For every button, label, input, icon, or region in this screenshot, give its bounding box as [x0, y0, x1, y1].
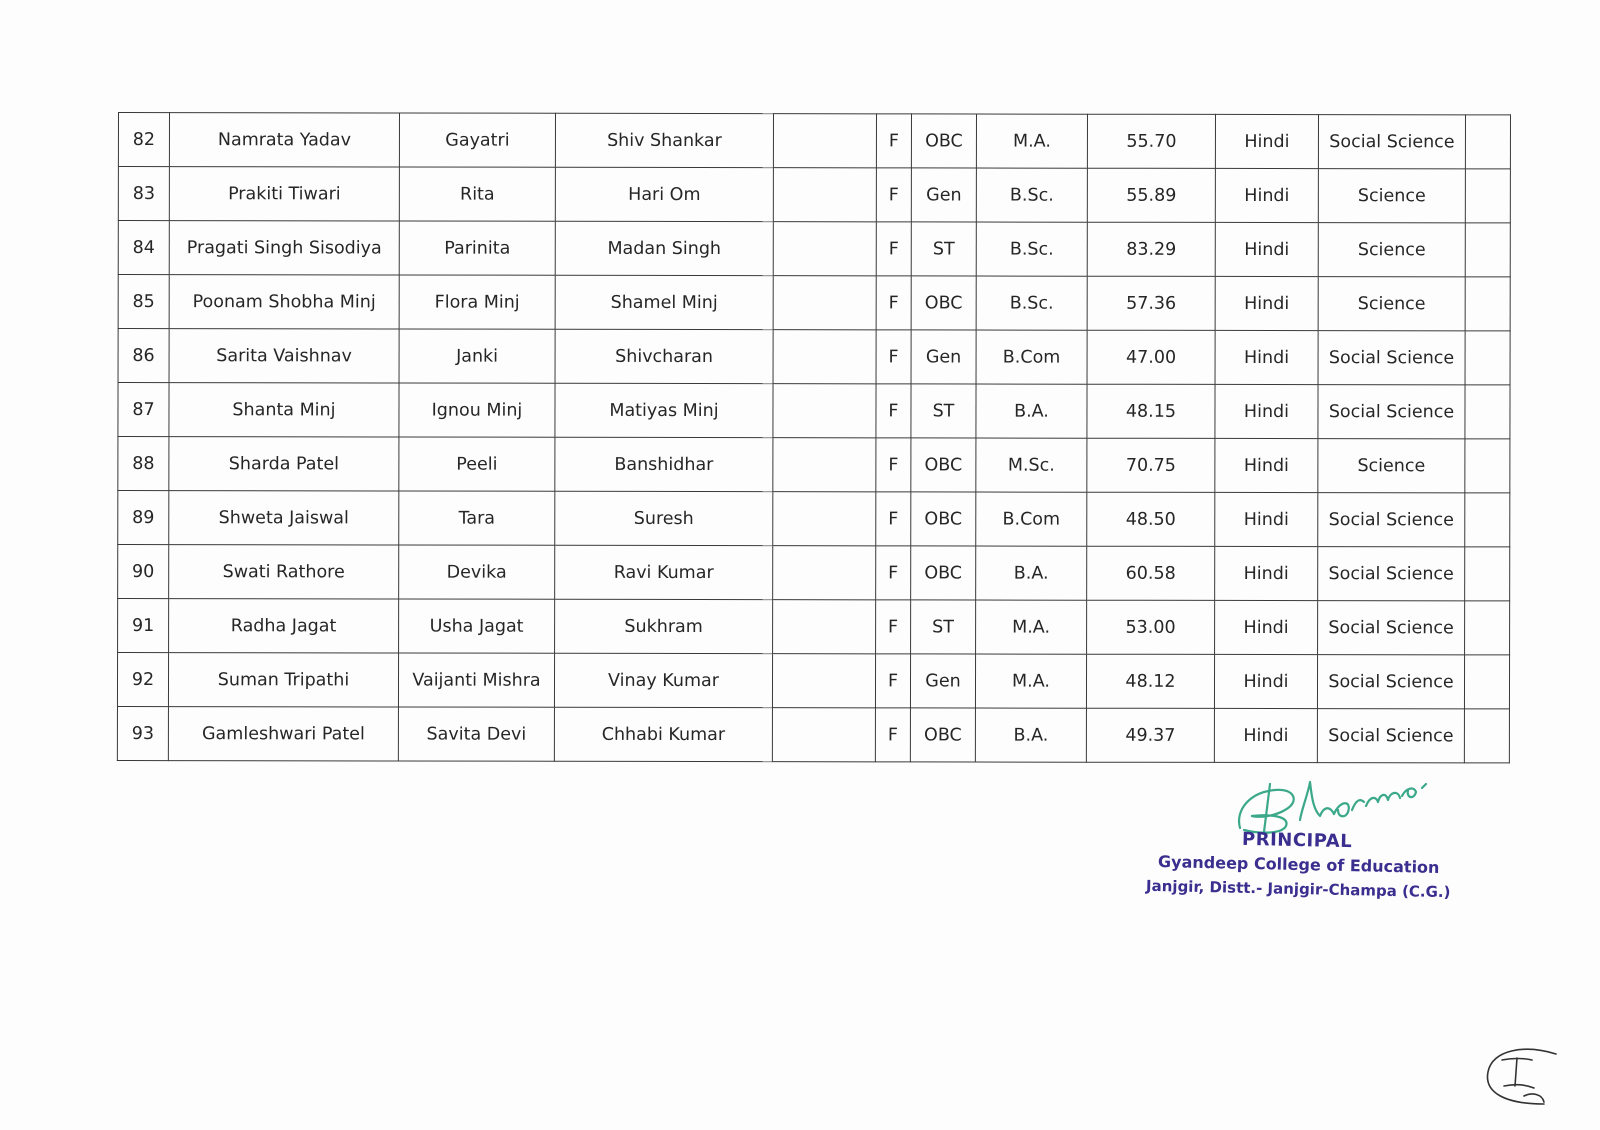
- cell-father-name: Shivcharan: [555, 329, 773, 383]
- table-row: [118, 491, 1510, 547]
- cell-gender: F: [876, 222, 911, 276]
- cell-student-name: Namrata Yadav: [169, 113, 399, 167]
- cell-student-name: Shanta Minj: [169, 383, 399, 437]
- cell-blank: [773, 492, 876, 546]
- cell-student-name: Radha Jagat: [169, 599, 399, 653]
- cell-percentage: 55.70: [1087, 114, 1215, 168]
- cell-extra: [1465, 547, 1510, 601]
- cell-mother-name: Flora Minj: [399, 275, 555, 329]
- cell-percentage: 55.89: [1087, 168, 1215, 222]
- cell-qualification: B.A.: [976, 384, 1087, 438]
- cell-subject: Social Science: [1318, 385, 1465, 439]
- cell-extra: [1465, 601, 1510, 655]
- stamp-title: PRINCIPAL: [1241, 828, 1353, 853]
- cell-gender: F: [876, 492, 911, 546]
- cell-extra: [1465, 115, 1510, 169]
- cell-student-name: Sarita Vaishnav: [169, 329, 399, 383]
- cell-father-name: Shamel Minj: [555, 275, 773, 329]
- cell-medium: Hindi: [1215, 600, 1318, 654]
- cell-percentage: 49.37: [1086, 708, 1214, 762]
- cell-category: ST: [911, 600, 976, 654]
- cell-extra: [1465, 331, 1510, 385]
- cell-gender: F: [876, 384, 911, 438]
- cell-percentage: 48.15: [1087, 384, 1215, 438]
- cell-mother-name: Peeli: [399, 437, 555, 491]
- cell-father-name: Matiyas Minj: [555, 383, 773, 437]
- cell-blank: [773, 168, 876, 222]
- cell-extra: [1465, 277, 1510, 331]
- cell-gender: F: [875, 708, 910, 762]
- cell-medium: Hindi: [1215, 114, 1318, 168]
- cell-medium: Hindi: [1214, 708, 1317, 762]
- cell-father-name: Sukhram: [555, 599, 773, 653]
- cell-extra: [1464, 655, 1509, 709]
- table-row: [118, 599, 1510, 655]
- cell-serial-number: 93: [117, 706, 168, 760]
- cell-qualification: B.Com: [976, 492, 1087, 546]
- cell-mother-name: Ignou Minj: [399, 383, 555, 437]
- cell-student-name: Prakiti Tiwari: [169, 167, 399, 221]
- cell-qualification: B.A.: [976, 546, 1087, 600]
- cell-blank: [773, 330, 876, 384]
- cell-subject: Science: [1318, 169, 1465, 223]
- cell-category: OBC: [911, 546, 976, 600]
- cell-category: OBC: [911, 492, 976, 546]
- cell-category: Gen: [911, 330, 976, 384]
- cell-medium: Hindi: [1215, 222, 1318, 276]
- cell-mother-name: Gayatri: [399, 113, 555, 167]
- cell-subject: Social Science: [1318, 331, 1465, 385]
- cell-student-name: Poonam Shobha Minj: [169, 275, 399, 329]
- table-row: [117, 653, 1509, 709]
- cell-student-name: Sharda Patel: [169, 437, 399, 491]
- table-row: [118, 167, 1510, 223]
- cell-blank: [773, 438, 876, 492]
- cell-medium: Hindi: [1215, 384, 1318, 438]
- cell-blank: [773, 276, 876, 330]
- cell-category: Gen: [910, 654, 975, 708]
- cell-gender: F: [876, 546, 911, 600]
- cell-subject: Social Science: [1318, 493, 1465, 547]
- cell-percentage: 48.50: [1087, 492, 1215, 546]
- cell-blank: [773, 114, 876, 168]
- cell-mother-name: Tara: [399, 491, 555, 545]
- cell-category: OBC: [911, 276, 976, 330]
- cell-qualification: B.Com: [976, 330, 1087, 384]
- cell-serial-number: 85: [118, 275, 169, 329]
- cell-father-name: Madan Singh: [555, 221, 773, 275]
- cell-subject: Science: [1318, 439, 1465, 493]
- cell-percentage: 70.75: [1087, 438, 1215, 492]
- cell-serial-number: 88: [118, 437, 169, 491]
- cell-extra: [1464, 709, 1509, 763]
- cell-extra: [1465, 223, 1510, 277]
- cell-extra: [1465, 493, 1510, 547]
- table-row: [118, 545, 1510, 601]
- cell-mother-name: Vaijanti Mishra: [398, 653, 554, 707]
- table-body: [117, 113, 1510, 763]
- cell-qualification: M.A.: [976, 114, 1087, 168]
- cell-medium: Hindi: [1215, 168, 1318, 222]
- cell-serial-number: 84: [118, 221, 169, 275]
- cell-student-name: Gamleshwari Patel: [168, 707, 398, 761]
- table-row: [118, 275, 1510, 331]
- cell-mother-name: Savita Devi: [398, 707, 554, 761]
- cell-gender: F: [876, 114, 911, 168]
- cell-serial-number: 86: [118, 329, 169, 383]
- cell-father-name: Ravi Kumar: [555, 545, 773, 599]
- cell-gender: F: [876, 168, 911, 222]
- stamp-college: Gyandeep College of Education: [1157, 852, 1440, 877]
- table-row: [118, 437, 1510, 493]
- cell-subject: Social Science: [1318, 115, 1465, 169]
- cell-subject: Social Science: [1317, 709, 1464, 763]
- cell-subject: Social Science: [1317, 655, 1464, 709]
- cell-serial-number: 90: [118, 545, 169, 599]
- cell-blank: [772, 654, 875, 708]
- cell-extra: [1465, 439, 1510, 493]
- cell-category: ST: [911, 222, 976, 276]
- table-row: [118, 221, 1510, 277]
- cell-percentage: 83.29: [1087, 222, 1215, 276]
- cell-father-name: Vinay Kumar: [554, 653, 772, 707]
- cell-student-name: Swati Rathore: [169, 545, 399, 599]
- cell-gender: F: [876, 600, 911, 654]
- cell-father-name: Suresh: [555, 491, 773, 545]
- cell-subject: Social Science: [1318, 547, 1465, 601]
- cell-category: Gen: [911, 168, 976, 222]
- cell-father-name: Chhabi Kumar: [554, 707, 772, 761]
- cell-medium: Hindi: [1214, 654, 1317, 708]
- cell-serial-number: 82: [118, 113, 169, 167]
- cell-blank: [773, 384, 876, 438]
- student-list-table: [117, 112, 1511, 763]
- cell-serial-number: 92: [117, 653, 168, 707]
- table-row: [118, 113, 1510, 169]
- cell-category: OBC: [911, 114, 976, 168]
- cell-serial-number: 83: [118, 167, 169, 221]
- table-row: [118, 329, 1510, 385]
- cell-blank: [773, 222, 876, 276]
- cell-blank: [772, 708, 875, 762]
- cell-student-name: Suman Tripathi: [168, 653, 398, 707]
- cell-mother-name: Janki: [399, 329, 555, 383]
- cell-qualification: B.Sc.: [976, 276, 1087, 330]
- cell-student-name: Shweta Jaiswal: [169, 491, 399, 545]
- cell-extra: [1465, 169, 1510, 223]
- cell-percentage: 53.00: [1087, 600, 1215, 654]
- cell-father-name: Shiv Shankar: [555, 113, 773, 167]
- cell-category: OBC: [910, 708, 975, 762]
- cell-medium: Hindi: [1215, 492, 1318, 546]
- cell-medium: Hindi: [1215, 330, 1318, 384]
- cell-father-name: Hari Om: [555, 167, 773, 221]
- cell-gender: F: [876, 276, 911, 330]
- cell-mother-name: Rita: [399, 167, 555, 221]
- stamp-address: Janjgir, Distt.- Janjgir-Champa (C.G.): [1145, 876, 1451, 902]
- cell-mother-name: Devika: [399, 545, 555, 599]
- cell-gender: F: [876, 330, 911, 384]
- cell-extra: [1465, 385, 1510, 439]
- cell-percentage: 60.58: [1087, 546, 1215, 600]
- cell-gender: F: [876, 438, 911, 492]
- cell-serial-number: 89: [118, 491, 169, 545]
- cell-percentage: 47.00: [1087, 330, 1215, 384]
- cell-qualification: M.A.: [976, 600, 1087, 654]
- cell-subject: Social Science: [1318, 601, 1465, 655]
- cell-mother-name: Usha Jagat: [399, 599, 555, 653]
- cell-blank: [773, 546, 876, 600]
- cell-category: ST: [911, 384, 976, 438]
- cell-serial-number: 91: [118, 599, 169, 653]
- cell-gender: F: [875, 654, 910, 708]
- cell-subject: Science: [1318, 223, 1465, 277]
- cell-medium: Hindi: [1215, 438, 1318, 492]
- table-row: [118, 383, 1510, 439]
- cell-father-name: Banshidhar: [555, 437, 773, 491]
- principal-stamp: [1130, 770, 1460, 910]
- cell-qualification: B.Sc.: [976, 222, 1087, 276]
- cell-category: OBC: [911, 438, 976, 492]
- cell-qualification: B.A.: [975, 708, 1086, 762]
- cell-medium: Hindi: [1215, 276, 1318, 330]
- cell-qualification: B.Sc.: [976, 168, 1087, 222]
- cell-student-name: Pragati Singh Sisodiya: [169, 221, 399, 275]
- cell-blank: [773, 600, 876, 654]
- cell-qualification: M.Sc.: [976, 438, 1087, 492]
- cell-medium: Hindi: [1215, 546, 1318, 600]
- cell-serial-number: 87: [118, 383, 169, 437]
- cell-percentage: 57.36: [1087, 276, 1215, 330]
- cell-qualification: M.A.: [975, 654, 1086, 708]
- handwritten-page-mark: [1484, 1046, 1560, 1106]
- cell-subject: Science: [1318, 277, 1465, 331]
- cell-mother-name: Parinita: [399, 221, 555, 275]
- cell-percentage: 48.12: [1086, 654, 1214, 708]
- table-row: [117, 706, 1509, 762]
